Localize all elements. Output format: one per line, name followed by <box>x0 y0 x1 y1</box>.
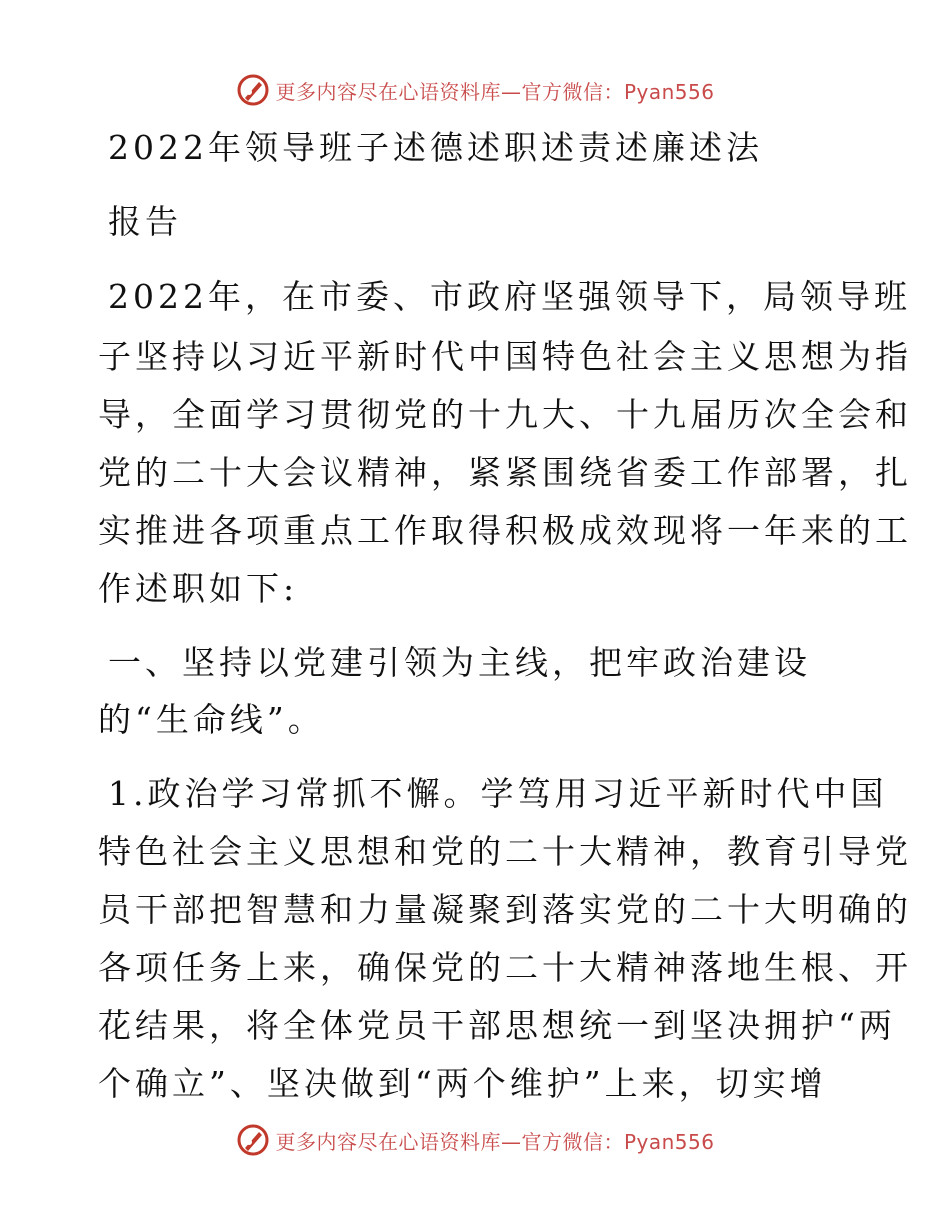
paragraph-line: 各项任务上来，确保党的二十大精神落地生根、开 <box>98 948 912 987</box>
document-title-line2: 报告 <box>108 202 182 241</box>
watermark-text <box>275 1126 714 1155</box>
intro-line: 子坚持以习近平新时代中国特色社会主义思想为指 <box>98 337 912 376</box>
watermark-header <box>0 70 950 110</box>
watermark-wechat: 官方微信：Pyan556 <box>521 79 715 104</box>
intro-line: 导，全面学习贯彻党的十九大、十九届历次全会和 <box>98 395 912 434</box>
intro-line: 实推进各项重点工作取得积极成效现将一年来的工 <box>98 511 912 550</box>
watermark-separator: — <box>500 1129 522 1154</box>
document-title-line1: 2022年领导班子述德述职述责述廉述法 <box>108 128 763 167</box>
watermark-wechat: 官方微信：Pyan556 <box>521 1129 715 1154</box>
pen-logo-icon <box>235 1122 271 1158</box>
pen-logo-icon <box>235 72 271 108</box>
section-heading-line: 一、坚持以党建引领为主线，把牢政治建设 <box>108 643 811 682</box>
watermark-footer <box>0 1120 950 1160</box>
watermark-separator: — <box>500 79 522 104</box>
section-heading-line: 的“生命线”。 <box>98 700 325 739</box>
intro-line: 2022年，在市委、市政府坚强领导下，局领导班 <box>108 277 911 316</box>
intro-line: 作述职如下: <box>98 569 299 608</box>
paragraph-line: 特色社会主义思想和党的二十大精神，教育引导党 <box>98 832 912 871</box>
watermark-text <box>275 76 714 105</box>
paragraph-line: 员干部把智慧和力量凝聚到落实党的二十大明确的 <box>98 890 912 929</box>
paragraph-line: 花结果，将全体党员干部思想统一到坚决拥护“两 <box>98 1006 896 1045</box>
watermark-main: 更多内容尽在心语资料库 <box>275 1129 501 1154</box>
paragraph-line: 个确立”、坚决做到“两个维护”上来，切实增 <box>98 1064 827 1103</box>
intro-line: 党的二十大会议精神，紧紧围绕省委工作部署，扎 <box>98 453 912 492</box>
paragraph-line: 1.政治学习常抓不懈。学笃用习近平新时代中国 <box>108 774 888 813</box>
watermark-main: 更多内容尽在心语资料库 <box>275 79 501 104</box>
